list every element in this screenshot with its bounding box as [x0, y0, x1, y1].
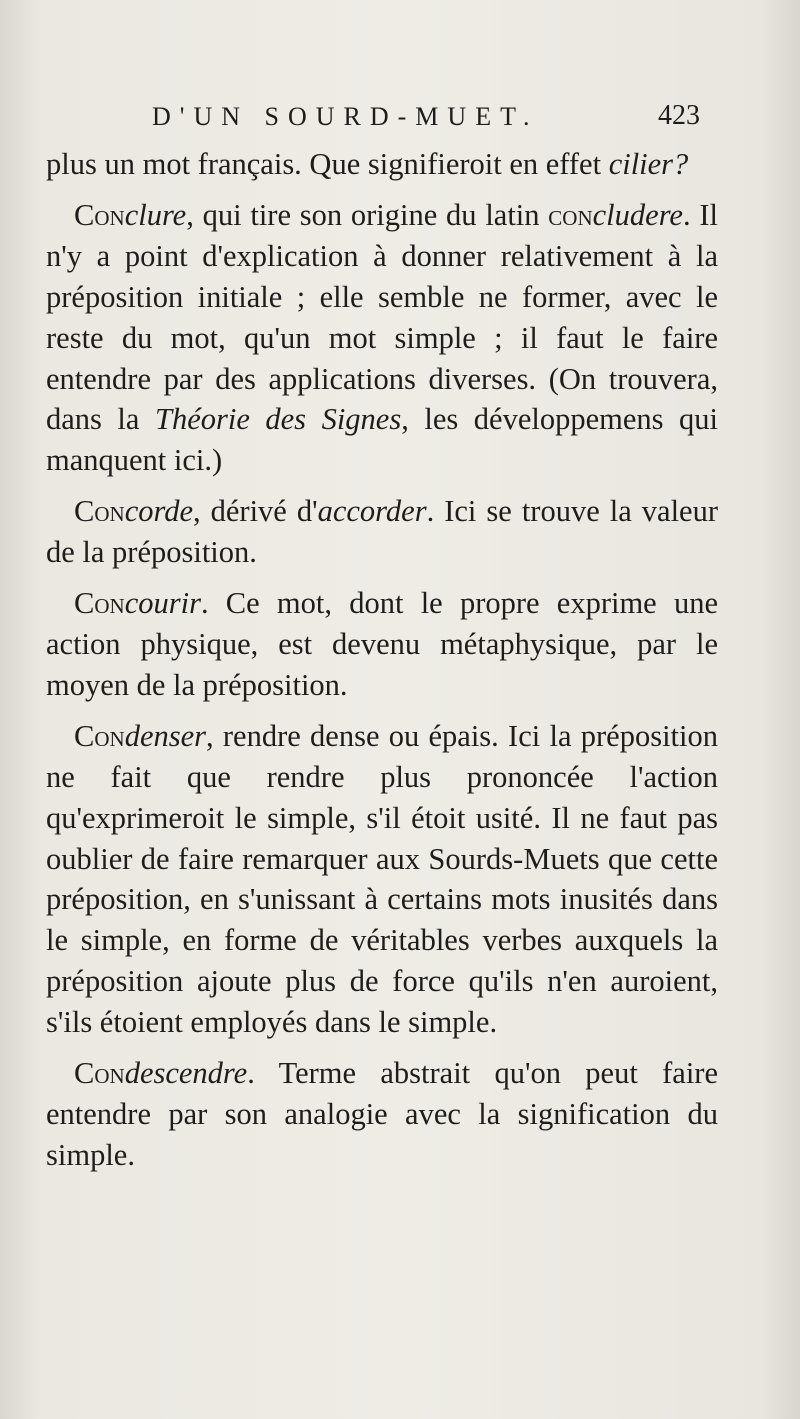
text-run-italic: cilier?	[608, 147, 689, 181]
text-run: , qui tire son origine du latin	[186, 197, 549, 232]
text-run: . Il n'y a point d'explication à donner relativement à la préposition initiale ; elle semble ne former, avec le reste du mot, qu'un mot simple ; il faut le faire entendre par des applications diverses. (On trouvera, dans la	[46, 197, 718, 437]
term-prefix: Con	[74, 197, 125, 232]
term-rest: denser	[124, 718, 207, 753]
entry-term	[74, 586, 201, 620]
paragraph-continuation	[46, 144, 718, 185]
term-prefix: con	[548, 197, 593, 232]
term-prefix: Con	[74, 494, 125, 529]
entry-condenser	[46, 716, 718, 1043]
page-header	[0, 96, 800, 146]
page-number: 423	[658, 100, 700, 131]
entry-term	[74, 198, 186, 232]
text-run: . Ce mot, dont le propre exprime une action physique, est devenu métaphysique, par le moyen de la préposition.	[46, 586, 718, 702]
term-prefix: Con	[74, 1056, 125, 1091]
text-run: plus un mot français. Que signifieroit en effet	[46, 147, 609, 181]
entry-condescendre	[46, 1053, 718, 1176]
entry-concorde	[46, 491, 718, 573]
entry-concourir	[46, 583, 718, 706]
text-run: . Terme abstrait qu'on peut faire entendre par son analogie avec la signification du simple.	[46, 1056, 718, 1172]
term-prefix: Con	[74, 718, 125, 753]
text-run-italic: Théorie des Signes	[154, 402, 402, 437]
running-title: D'UN SOURD-MUET.	[152, 102, 539, 131]
text-run: , les développemens qui manquent ici.)	[46, 402, 719, 478]
page-body	[46, 144, 718, 1176]
term-rest: clure	[124, 197, 187, 232]
term-prefix: Con	[74, 586, 125, 621]
entry-term	[74, 494, 193, 528]
entry-term	[74, 1056, 247, 1090]
text-run: , dérivé d'	[193, 494, 318, 529]
text-run: . Ici se trouve la valeur de la préposition.	[46, 494, 718, 570]
term-rest: cludere	[592, 197, 683, 232]
term-rest: corde	[124, 494, 193, 529]
term-rest: descendre	[124, 1056, 248, 1091]
term-rest: courir	[124, 586, 201, 621]
entry-conclure	[46, 195, 718, 481]
entry-term	[74, 719, 206, 753]
text-run: , rendre dense ou épais. Ici la préposition ne fait que rendre plus prononcée l'action qu'exprimeroit le simple, s'il étoit usité. Il ne faut pas oublier de faire remarquer aux Sourds-Muets que cette préposition, en s'unissant à certains mots inusités dans le simple, en forme de véritables verbes auxquels la préposition ajoute plus de force qu'ils n'en auroient, s'ils étoient employés dans le simple.	[46, 718, 718, 1040]
text-run-italic: accorder	[317, 494, 427, 529]
latin-term	[548, 198, 683, 232]
